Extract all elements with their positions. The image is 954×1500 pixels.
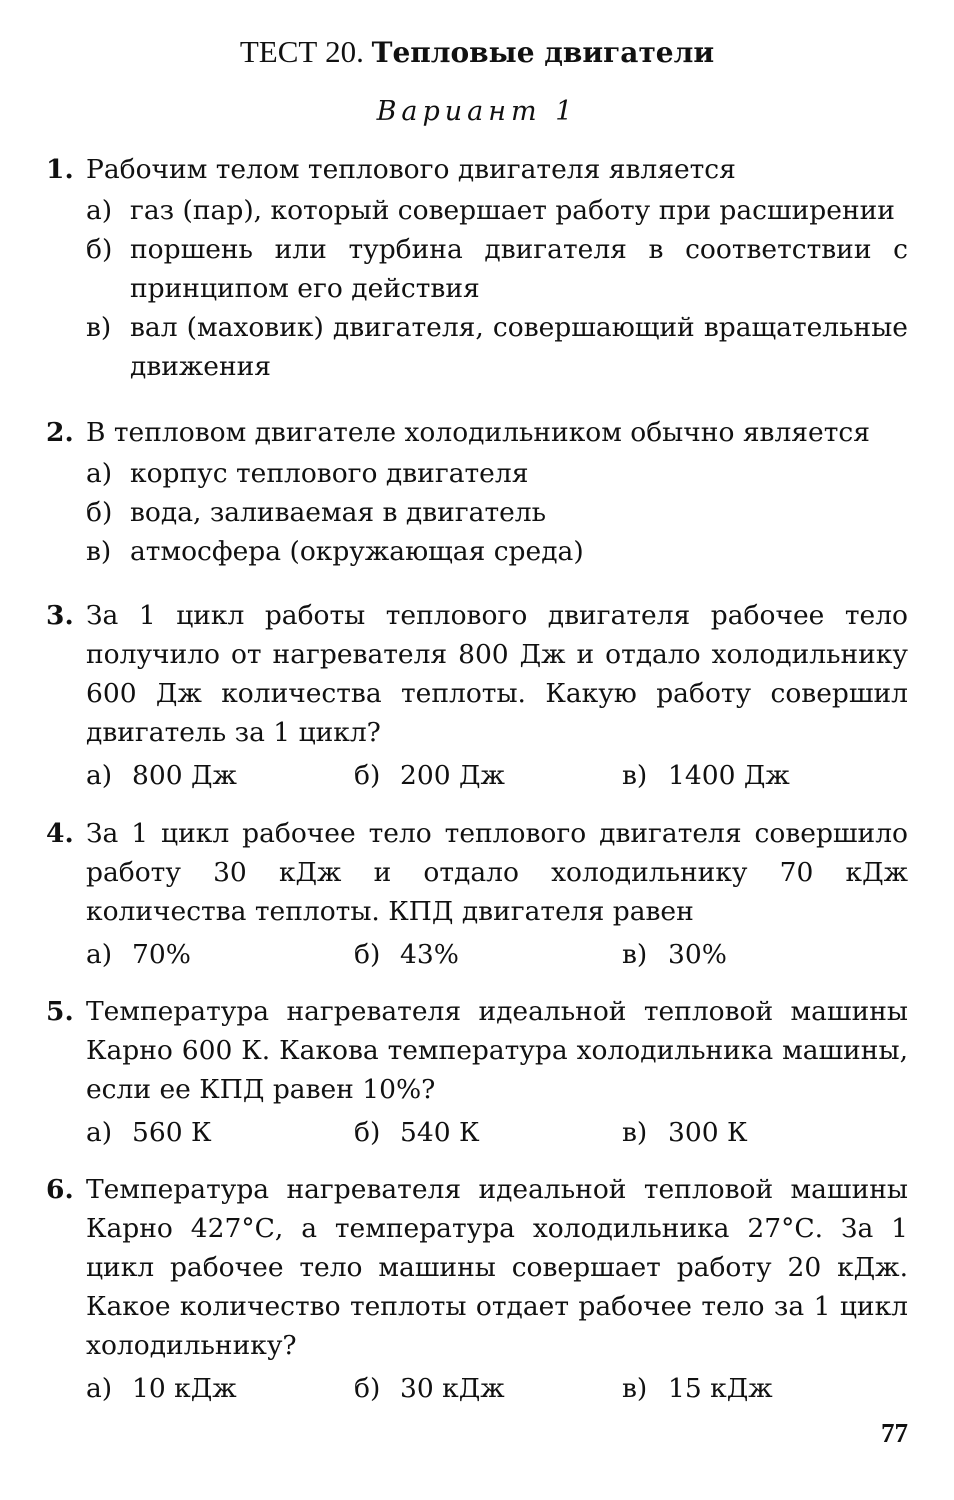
option-letter: а)	[86, 760, 113, 791]
answer-option	[46, 493, 908, 532]
option-letter: б)	[354, 1373, 381, 1404]
question-2	[46, 413, 908, 571]
page-number: 77	[881, 1418, 908, 1448]
variant-heading: Вариант 1	[376, 96, 578, 127]
question-text: За 1 цикл работы теплового двигателя рабочее тело получило от нагревателя 800 Дж и отдало холодильнику 600 Дж количества теплоты. Какую работу совершил двигатель за 1 цикл?	[86, 600, 908, 748]
answer-option	[622, 935, 727, 974]
answer-option	[354, 756, 622, 795]
question-text: Рабочим телом теплового двигателя является	[86, 154, 736, 185]
test-label: ТЕСТ 20.	[239, 34, 364, 69]
option-text: 30%	[668, 939, 727, 970]
option-text: 540 К	[400, 1117, 480, 1148]
answer-option	[622, 756, 790, 795]
option-text: 30 кДж	[400, 1373, 505, 1404]
answer-option	[46, 454, 908, 493]
test-title: Тепловые двигатели	[371, 36, 715, 69]
question-number: 1.	[46, 154, 74, 185]
question-number: 6.	[46, 1174, 74, 1205]
answer-options-row	[46, 1369, 908, 1408]
question-number: 5.	[46, 996, 74, 1027]
question-6	[46, 1170, 908, 1408]
option-letter: б)	[86, 497, 113, 528]
option-letter: а)	[86, 458, 113, 489]
answer-option	[86, 1113, 354, 1152]
question-number: 3.	[46, 600, 74, 631]
option-text: 560 К	[132, 1117, 212, 1148]
option-letter: в)	[86, 312, 112, 343]
answer-option	[622, 1369, 773, 1408]
option-letter: в)	[622, 760, 648, 791]
option-letter: б)	[354, 939, 381, 970]
question-number: 2.	[46, 417, 74, 448]
option-letter: в)	[622, 1373, 648, 1404]
option-letter: б)	[354, 760, 381, 791]
option-letter: в)	[622, 939, 648, 970]
answer-option	[622, 1113, 748, 1152]
option-text: вал (маховик) двигателя, совершающий вращательные движения	[130, 312, 908, 382]
answer-option	[46, 191, 908, 230]
answer-option	[46, 308, 908, 386]
option-text: 300 К	[668, 1117, 748, 1148]
option-letter: в)	[86, 536, 112, 567]
question-number: 4.	[46, 818, 74, 849]
answer-option	[46, 532, 908, 571]
answer-options-row	[46, 756, 908, 795]
answer-option	[354, 935, 622, 974]
option-text: 800 Дж	[132, 760, 237, 791]
question-text: Температура нагревателя идеальной тепловой машины Карно 427°С, а температура холодильника 27°С. За 1 цикл рабочее тело машины совершает работу 20 кДж. Какое количество теплоты отдает рабочее тело за 1 цикл холодильнику?	[86, 1174, 908, 1361]
question-4	[46, 814, 908, 974]
question-5	[46, 992, 908, 1152]
option-letter: а)	[86, 195, 113, 226]
question-text: Температура нагревателя идеальной тепловой машины Карно 600 К. Какова температура холодильника машины, если ее КПД равен 10%?	[86, 996, 908, 1105]
option-text: 200 Дж	[400, 760, 505, 791]
answer-option	[86, 1369, 354, 1408]
option-letter: а)	[86, 1373, 113, 1404]
question-3	[46, 596, 908, 795]
option-letter: б)	[354, 1117, 381, 1148]
option-text: 43%	[400, 939, 459, 970]
option-text: поршень или турбина двигателя в соответствии с принципом его действия	[130, 234, 908, 304]
option-text: газ (пар), который совершает работу при расширении	[130, 195, 895, 226]
question-text: В тепловом двигателе холодильником обычно является	[86, 417, 870, 448]
answer-option	[86, 935, 354, 974]
question-1	[46, 150, 908, 386]
option-text: атмосфера (окружающая среда)	[130, 536, 584, 567]
answer-options-row	[46, 935, 908, 974]
option-letter: а)	[86, 1117, 113, 1148]
answer-option	[354, 1369, 622, 1408]
option-letter: б)	[86, 234, 113, 265]
answer-option	[46, 230, 908, 308]
option-text: вода, заливаемая в двигатель	[130, 497, 547, 528]
option-text: 1400 Дж	[668, 760, 790, 791]
option-text: 10 кДж	[132, 1373, 237, 1404]
option-letter: а)	[86, 939, 113, 970]
answer-options-row	[46, 1113, 908, 1152]
option-text: 70%	[132, 939, 191, 970]
answer-option	[86, 756, 354, 795]
option-text: корпус теплового двигателя	[130, 458, 529, 489]
question-text: За 1 цикл рабочее тело теплового двигателя совершило работу 30 кДж и отдало холодильнику 70 кДж количества теплоты. КПД двигателя равен	[86, 818, 908, 927]
option-text: 15 кДж	[668, 1373, 773, 1404]
page-title	[0, 30, 954, 75]
answer-option	[354, 1113, 622, 1152]
option-letter: в)	[622, 1117, 648, 1148]
